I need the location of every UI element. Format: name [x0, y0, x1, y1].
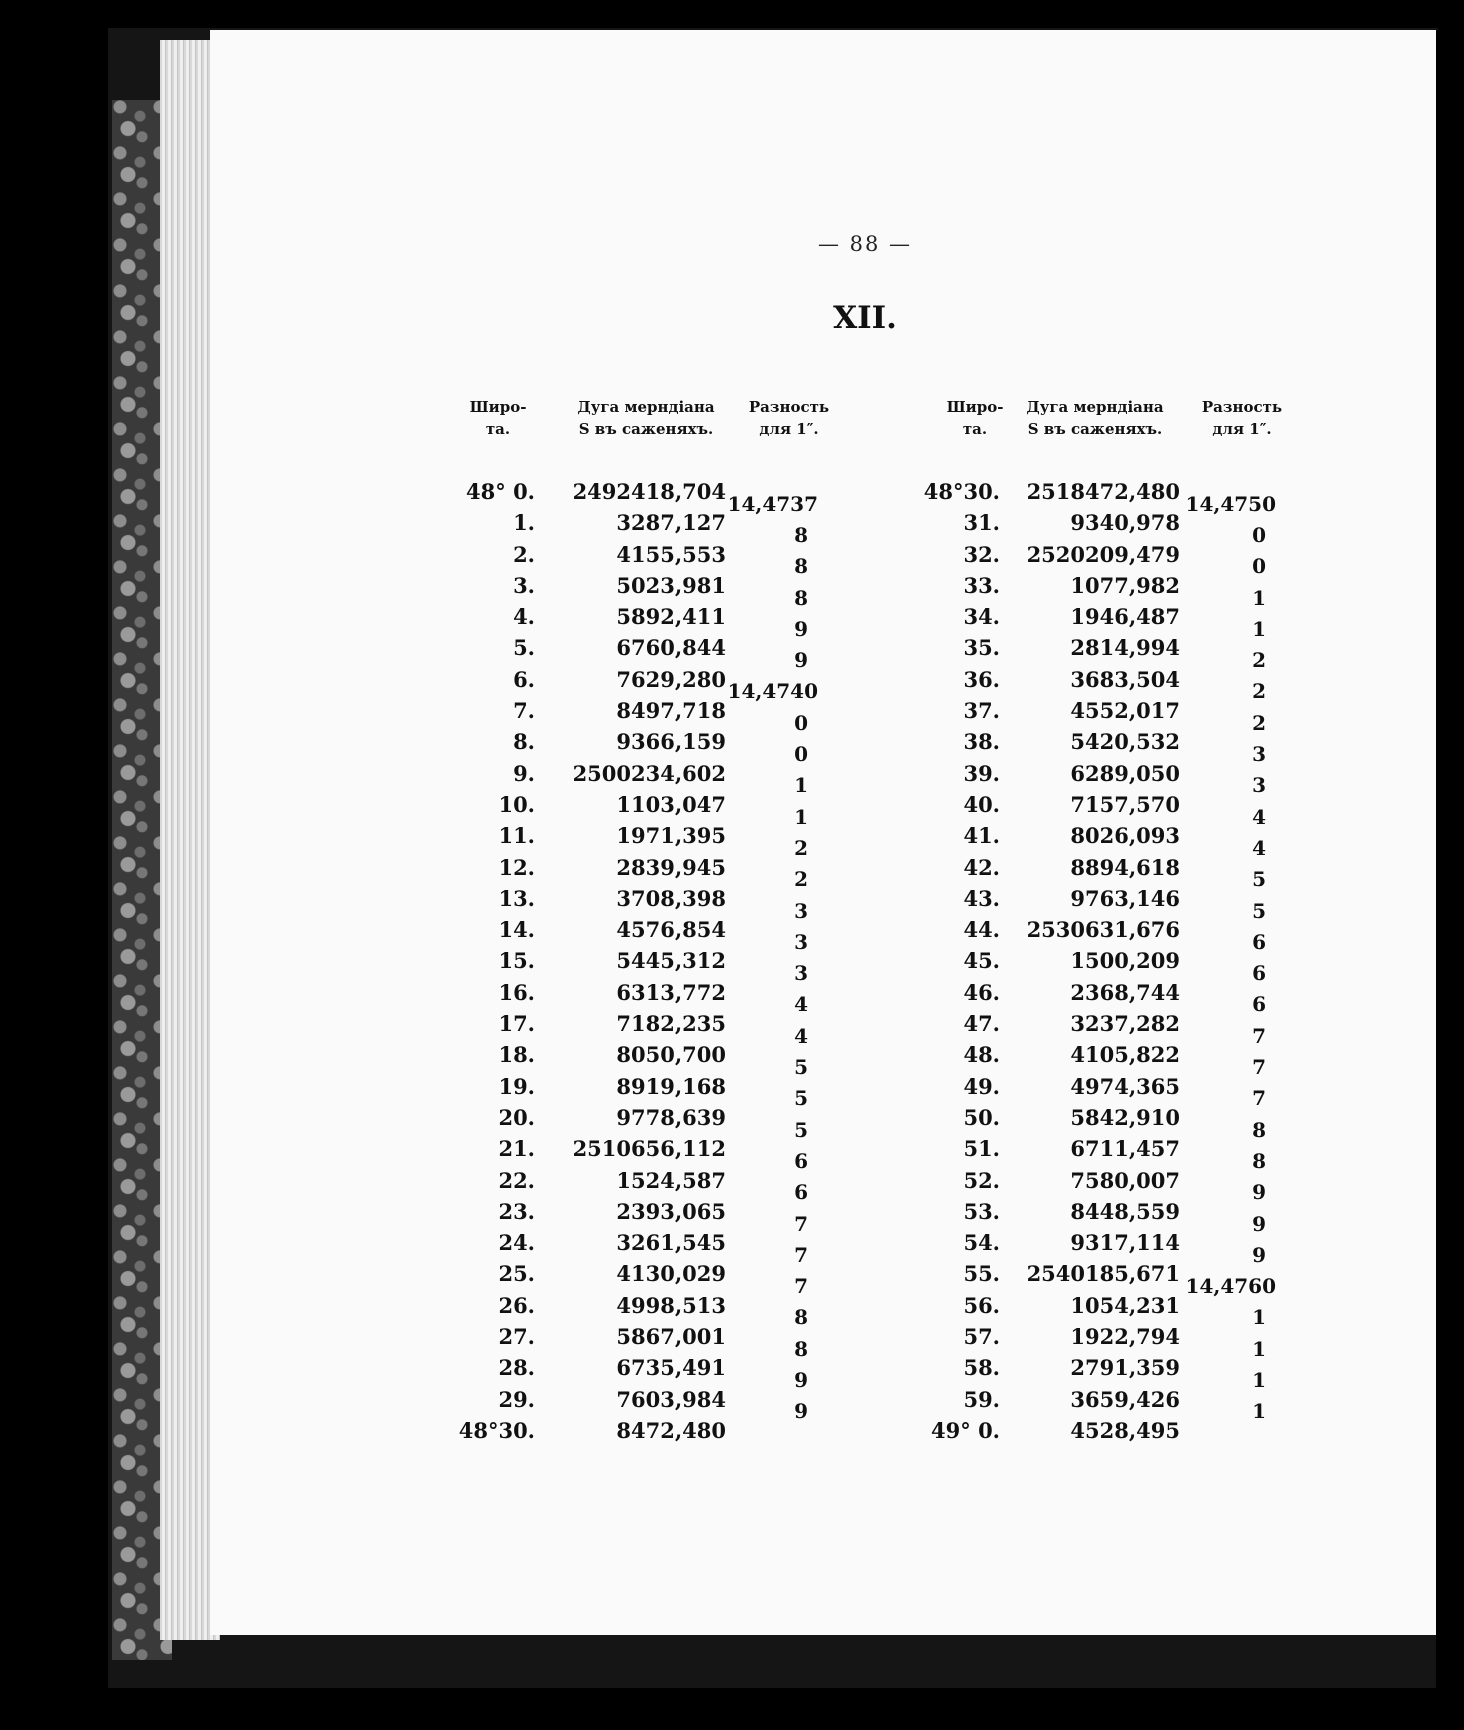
- difference-value: 9: [794, 648, 808, 673]
- latitude-cell: 45.: [963, 948, 1000, 974]
- difference-value: 5: [1252, 898, 1266, 923]
- arc-cell: 7580,007: [1070, 1167, 1180, 1193]
- difference-value: 6: [1252, 992, 1266, 1017]
- latitude-cell: 36.: [963, 666, 1000, 692]
- latitude-cell: 16.: [498, 979, 535, 1005]
- latitude-cell: 2.: [513, 541, 535, 567]
- latitude-cell: 13.: [498, 885, 535, 911]
- latitude-cell: 22.: [498, 1167, 535, 1193]
- latitude-cell: 58.: [963, 1355, 1000, 1381]
- arc-cell: 5892,411: [616, 604, 726, 630]
- difference-value: 2: [1252, 679, 1266, 704]
- section-title: XII.: [833, 300, 897, 336]
- difference-value: 9: [1252, 1180, 1266, 1205]
- difference-value: 14,4737: [727, 491, 818, 516]
- arc-cell: 2510656,112: [572, 1136, 726, 1162]
- latitude-cell: 12.: [498, 854, 535, 880]
- arc-cell: 1077,982: [1070, 572, 1180, 598]
- arc-cell: 8497,718: [616, 698, 726, 724]
- latitude-cell: 49.: [963, 1073, 1000, 1099]
- latitude-cell: 52.: [963, 1167, 1000, 1193]
- latitude-cell: 44.: [963, 917, 1000, 943]
- difference-value: 1: [1252, 1305, 1266, 1330]
- difference-value: 3: [1252, 742, 1266, 767]
- latitude-cell: 34.: [963, 604, 1000, 630]
- latitude-cell: 57.: [963, 1324, 1000, 1350]
- right-margin: [1436, 30, 1464, 1730]
- arc-cell: 2791,359: [1070, 1355, 1180, 1381]
- latitude-cell: 50.: [963, 1104, 1000, 1130]
- difference-value: 7: [1252, 1055, 1266, 1080]
- latitude-cell: 53.: [963, 1198, 1000, 1224]
- latitude-cell: 9.: [513, 760, 535, 786]
- arc-cell: 7629,280: [616, 666, 726, 692]
- difference-value: 3: [1252, 773, 1266, 798]
- difference-value: 8: [794, 1336, 808, 1361]
- arc-cell: 7157,570: [1070, 791, 1180, 817]
- difference-value: 1: [1252, 1336, 1266, 1361]
- latitude-cell: 24.: [498, 1230, 535, 1256]
- difference-value: 1: [1252, 1368, 1266, 1393]
- right-latitude-column: [900, 476, 1000, 1446]
- left-latitude-column: [440, 476, 535, 1446]
- arc-cell: 9317,114: [1070, 1230, 1180, 1256]
- arc-cell: 8472,480: [616, 1417, 726, 1443]
- arc-cell: 1922,794: [1070, 1324, 1180, 1350]
- latitude-cell: 59.: [963, 1386, 1000, 1412]
- difference-value: 8: [1252, 1148, 1266, 1173]
- difference-value: 5: [794, 1086, 808, 1111]
- difference-value: 8: [1252, 1117, 1266, 1142]
- difference-value: 4: [1252, 804, 1266, 829]
- difference-value: 3: [794, 898, 808, 923]
- arc-cell: 3659,426: [1070, 1386, 1180, 1412]
- latitude-cell: 20.: [498, 1104, 535, 1130]
- latitude-cell: 10.: [498, 791, 535, 817]
- left-header-difference: Разность для 1″.: [748, 398, 830, 438]
- latitude-cell: 11.: [498, 823, 535, 849]
- right-header-latitude: Широ- та.: [946, 398, 1004, 438]
- latitude-cell: 26.: [498, 1292, 535, 1318]
- latitude-cell: 31.: [963, 510, 1000, 536]
- arc-cell: 3237,282: [1070, 1011, 1180, 1037]
- left-header-arc: Дуга мерндіана S въ саженяхъ.: [577, 398, 715, 438]
- arc-cell: 2530631,676: [1026, 917, 1180, 943]
- difference-value: 8: [794, 522, 808, 547]
- right-arc-column: [1000, 476, 1180, 1446]
- difference-value: 0: [794, 742, 808, 767]
- latitude-cell: 19.: [498, 1073, 535, 1099]
- arc-cell: 6313,772: [616, 979, 726, 1005]
- difference-value: 9: [794, 1399, 808, 1424]
- difference-value: 9: [1252, 1242, 1266, 1267]
- latitude-cell: 39.: [963, 760, 1000, 786]
- latitude-cell: 6.: [513, 666, 535, 692]
- difference-value: 9: [794, 1368, 808, 1393]
- arc-cell: 9340,978: [1070, 510, 1180, 536]
- arc-cell: 8894,618: [1070, 854, 1180, 880]
- difference-value: 0: [1252, 522, 1266, 547]
- difference-value: 2: [1252, 648, 1266, 673]
- latitude-cell: 1.: [513, 510, 535, 536]
- arc-cell: 4155,553: [616, 541, 726, 567]
- arc-cell: 5867,001: [616, 1324, 726, 1350]
- difference-value: 14,4760: [1185, 1274, 1276, 1299]
- latitude-cell: 46.: [963, 979, 1000, 1005]
- latitude-cell: 55.: [963, 1261, 1000, 1287]
- arc-cell: 2839,945: [616, 854, 726, 880]
- difference-value: 4: [794, 992, 808, 1017]
- difference-value: 6: [1252, 961, 1266, 986]
- arc-cell: 4998,513: [616, 1292, 726, 1318]
- latitude-cell: 56.: [963, 1292, 1000, 1318]
- latitude-cell: 38.: [963, 729, 1000, 755]
- latitude-cell: 3.: [513, 572, 535, 598]
- arc-cell: 9778,639: [616, 1104, 726, 1130]
- arc-cell: 1500,209: [1070, 948, 1180, 974]
- latitude-cell: 48°30.: [923, 479, 1000, 504]
- latitude-cell: 35.: [963, 635, 1000, 661]
- latitude-cell: 42.: [963, 854, 1000, 880]
- difference-value: 5: [794, 1117, 808, 1142]
- arc-cell: 1971,395: [616, 823, 726, 849]
- latitude-cell: 47.: [963, 1011, 1000, 1037]
- difference-value: 5: [794, 1055, 808, 1080]
- arc-cell: 2500234,602: [572, 760, 726, 786]
- arc-cell: 5420,532: [1070, 729, 1180, 755]
- arc-cell: 2368,744: [1070, 979, 1180, 1005]
- latitude-cell: 21.: [498, 1136, 535, 1162]
- difference-value: 9: [794, 616, 808, 641]
- latitude-cell: 5.: [513, 635, 535, 661]
- difference-value: 1: [1252, 616, 1266, 641]
- arc-cell: 7603,984: [616, 1386, 726, 1412]
- difference-value: 6: [794, 1180, 808, 1205]
- arc-cell: 3261,545: [616, 1230, 726, 1256]
- latitude-cell: 37.: [963, 698, 1000, 724]
- difference-value: 8: [794, 554, 808, 579]
- arc-cell: 3683,504: [1070, 666, 1180, 692]
- arc-cell: 8026,093: [1070, 823, 1180, 849]
- difference-value: 7: [1252, 1023, 1266, 1048]
- latitude-cell: 43.: [963, 885, 1000, 911]
- difference-value: 0: [794, 710, 808, 735]
- difference-value: 9: [1252, 1211, 1266, 1236]
- latitude-cell: 51.: [963, 1136, 1000, 1162]
- difference-value: 7: [1252, 1086, 1266, 1111]
- arc-cell: 8050,700: [616, 1042, 726, 1068]
- latitude-cell: 54.: [963, 1230, 1000, 1256]
- difference-value: 1: [794, 804, 808, 829]
- latitude-cell: 25.: [498, 1261, 535, 1287]
- latitude-cell: 29.: [498, 1386, 535, 1412]
- arc-cell: 9763,146: [1070, 885, 1180, 911]
- arc-cell: 8919,168: [616, 1073, 726, 1099]
- arc-cell: 6289,050: [1070, 760, 1180, 786]
- difference-value: 3: [794, 961, 808, 986]
- difference-value: 2: [1252, 710, 1266, 735]
- arc-cell: 1946,487: [1070, 604, 1180, 630]
- latitude-cell: 23.: [498, 1198, 535, 1224]
- latitude-cell: 48.: [963, 1042, 1000, 1068]
- difference-value: 7: [794, 1274, 808, 1299]
- difference-value: 1: [1252, 585, 1266, 610]
- difference-value: 3: [794, 929, 808, 954]
- latitude-cell: 18.: [498, 1042, 535, 1068]
- difference-value: 14,4740: [727, 679, 818, 704]
- latitude-cell: 8.: [513, 729, 535, 755]
- difference-value: 4: [1252, 835, 1266, 860]
- latitude-cell: 27.: [498, 1324, 535, 1350]
- latitude-cell: 33.: [963, 572, 1000, 598]
- page-number: — 88 —: [817, 232, 913, 256]
- latitude-cell: 49° 0.: [931, 1417, 1000, 1443]
- latitude-cell: 48° 0.: [466, 479, 535, 504]
- arc-cell: 1054,231: [1070, 1292, 1180, 1318]
- latitude-cell: 41.: [963, 823, 1000, 849]
- arc-cell: 2520209,479: [1026, 541, 1180, 567]
- arc-cell: 5023,981: [616, 572, 726, 598]
- arc-cell: 2492418,704: [572, 479, 726, 504]
- latitude-cell: 17.: [498, 1011, 535, 1037]
- arc-cell: 6760,844: [616, 635, 726, 661]
- latitude-cell: 28.: [498, 1355, 535, 1381]
- difference-value: 0: [1252, 554, 1266, 579]
- book-page: [210, 30, 1438, 1635]
- right-header-difference: Разность для 1″.: [1201, 398, 1283, 438]
- arc-cell: 3287,127: [616, 510, 726, 536]
- latitude-cell: 15.: [498, 948, 535, 974]
- arc-cell: 5842,910: [1070, 1104, 1180, 1130]
- difference-value: 2: [794, 867, 808, 892]
- arc-cell: 6735,491: [616, 1355, 726, 1381]
- arc-cell: 4974,365: [1070, 1073, 1180, 1099]
- difference-value: 14,4750: [1185, 491, 1276, 516]
- arc-cell: 4130,029: [616, 1261, 726, 1287]
- right-header-arc: Дуга мерндіана S въ саженяхъ.: [1026, 398, 1164, 438]
- arc-cell: 3708,398: [616, 885, 726, 911]
- arc-cell: 8448,559: [1070, 1198, 1180, 1224]
- latitude-cell: 14.: [498, 917, 535, 943]
- arc-cell: 2393,065: [616, 1198, 726, 1224]
- difference-value: 8: [794, 1305, 808, 1330]
- arc-cell: 2540185,671: [1026, 1261, 1180, 1287]
- difference-value: 6: [1252, 929, 1266, 954]
- arc-cell: 7182,235: [616, 1011, 726, 1037]
- difference-value: 1: [1252, 1399, 1266, 1424]
- difference-value: 4: [794, 1023, 808, 1048]
- arc-cell: 4552,017: [1070, 698, 1180, 724]
- difference-value: 7: [794, 1242, 808, 1267]
- arc-cell: 4576,854: [616, 917, 726, 943]
- difference-value: 8: [794, 585, 808, 610]
- left-header-latitude: Широ- та.: [469, 398, 527, 438]
- difference-value: 6: [794, 1148, 808, 1173]
- arc-cell: 5445,312: [616, 948, 726, 974]
- arc-cell: 9366,159: [616, 729, 726, 755]
- arc-cell: 4528,495: [1070, 1417, 1180, 1443]
- left-arc-column: [540, 476, 726, 1446]
- latitude-cell: 4.: [513, 604, 535, 630]
- arc-cell: 4105,822: [1070, 1042, 1180, 1068]
- arc-cell: 1524,587: [616, 1167, 726, 1193]
- arc-cell: 6711,457: [1070, 1136, 1180, 1162]
- arc-cell: 1103,047: [616, 791, 726, 817]
- arc-cell: 2814,994: [1070, 635, 1180, 661]
- latitude-cell: 7.: [513, 698, 535, 724]
- arc-cell: 2518472,480: [1026, 479, 1180, 504]
- difference-value: 1: [794, 773, 808, 798]
- difference-value: 5: [1252, 867, 1266, 892]
- difference-value: 2: [794, 835, 808, 860]
- latitude-cell: 48°30.: [458, 1417, 535, 1443]
- latitude-cell: 40.: [963, 791, 1000, 817]
- difference-value: 7: [794, 1211, 808, 1236]
- latitude-cell: 32.: [963, 541, 1000, 567]
